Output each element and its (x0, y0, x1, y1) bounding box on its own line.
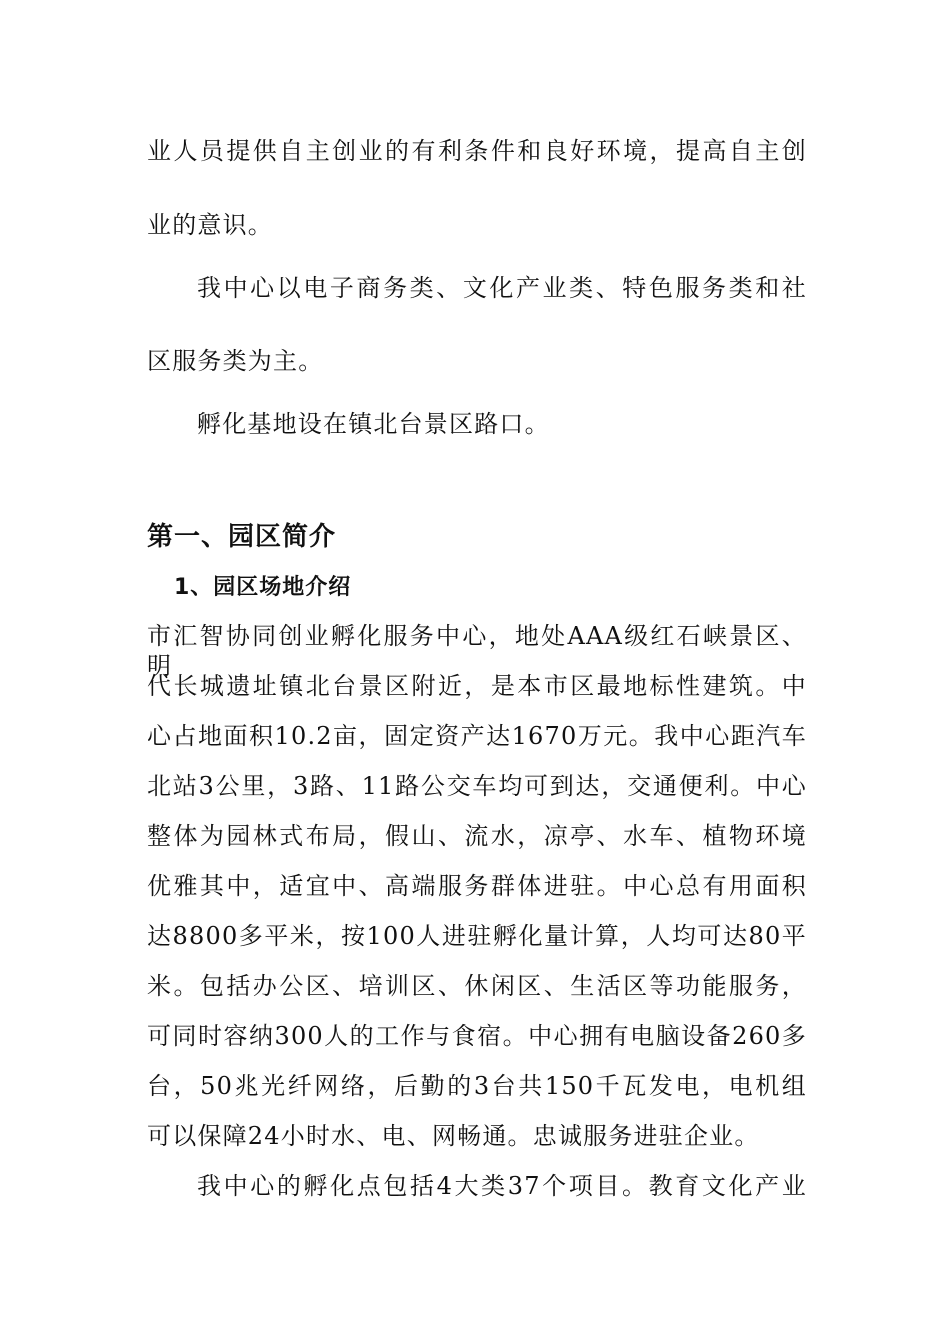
body-line-7: 达8800多平米，按100人进驻孵化量计算，人均可达80平 (147, 922, 807, 950)
para2-line-1: 我中心以电子商务类、文化产业类、特色服务类和社 (197, 274, 807, 302)
body-line-1: 市汇智协同创业孵化服务中心，地处AAA级红石峡景区、明 (147, 622, 807, 680)
body-line-5: 整体为园林式布局，假山、流水，凉亭、水车、植物环境 (147, 822, 807, 850)
para2-line-2: 区服务类为主。 (147, 347, 324, 375)
para3-line: 孵化基地设在镇北台景区路口。 (197, 410, 550, 438)
section-heading: 第一、园区简介 (147, 522, 337, 552)
body-line-2: 代长城遗址镇北台景区附近，是本市区最地标性建筑。中 (147, 672, 807, 700)
body-line-11: 可以保障24小时水、电、网畅通。忠诚服务进驻企业。 (147, 1122, 760, 1150)
section-subheading: 1、园区场地介绍 (174, 575, 352, 600)
body-line-3: 心占地面积10.2亩，固定资产达1670万元。我中心距汽车 (147, 722, 807, 750)
body-line-6: 优雅其中，适宜中、高端服务群体进驻。中心总有用面积 (147, 872, 807, 900)
body-line-9: 可同时容纳300人的工作与食宿。中心拥有电脑设备260多 (147, 1022, 807, 1050)
body-line-10: 台，50兆光纤网络，后勤的3台共150千瓦发电，电机组 (147, 1072, 807, 1100)
body-line-4: 北站3公里，3路、11路公交车均可到达，交通便利。中心 (147, 772, 807, 800)
intro-line-2: 业的意识。 (147, 211, 273, 239)
intro-line-1: 业人员提供自主创业的有利条件和良好环境，提高自主创 (147, 137, 807, 165)
body-last-line: 我中心的孵化点包括4大类37个项目。教育文化产业 (197, 1172, 807, 1200)
body-line-8: 米。包括办公区、培训区、休闲区、生活区等功能服务， (147, 972, 807, 1000)
